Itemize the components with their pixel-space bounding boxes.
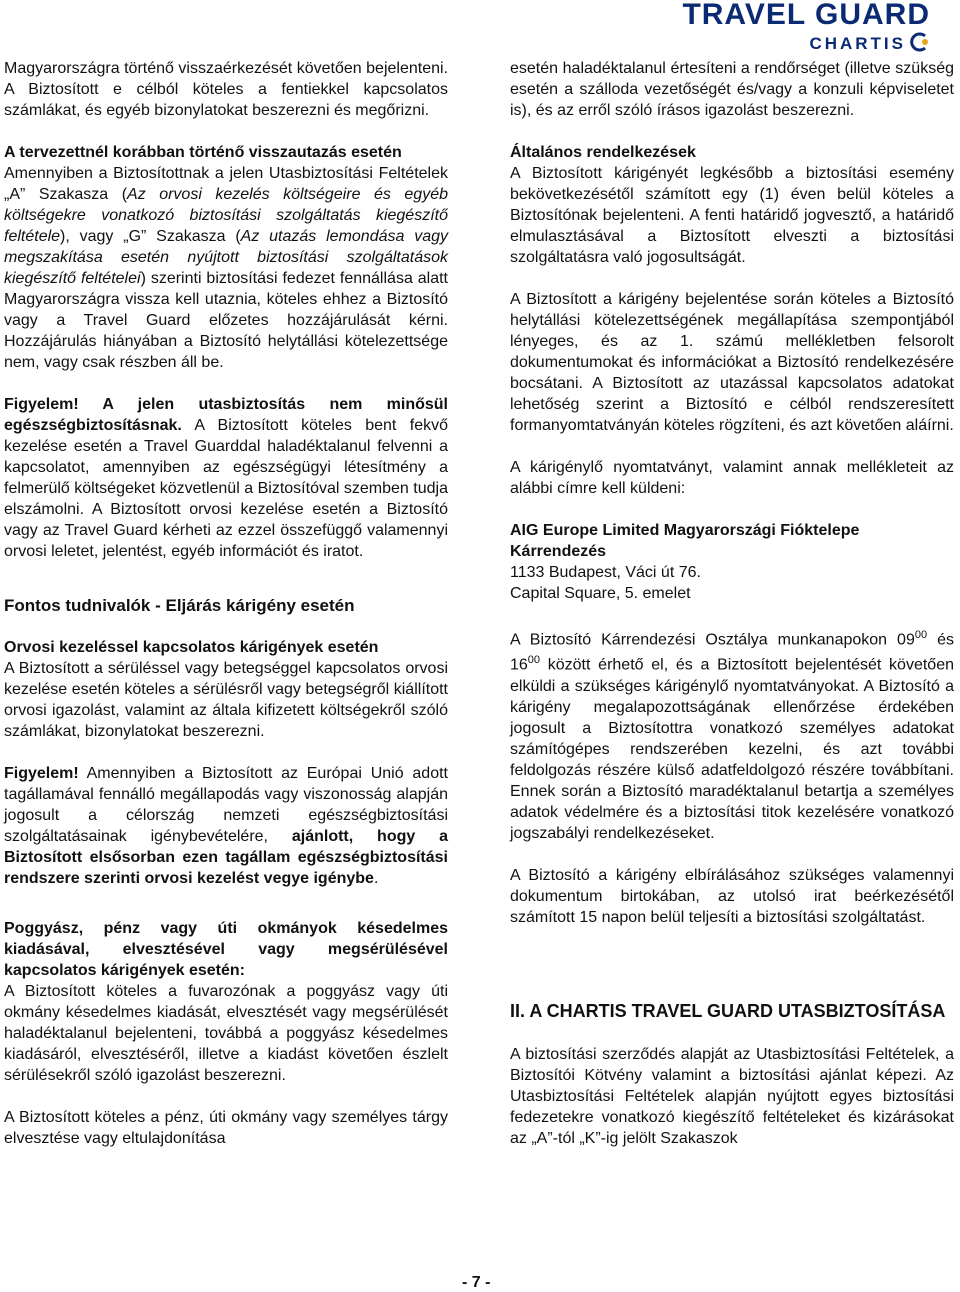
address-line-1: 1133 Budapest, Váci út 76. (510, 564, 701, 581)
medical-claims-paragraph: A Biztosított a sérüléssel vagy betegséggel kapcsolatos orvosi kezelése esetén köteles a sérülésről vagy betegségről kiállított orvosi igazolást, valamint az általa kifizetett költségekről szóló számlákat, bizonylatokat beszerezni. (4, 660, 448, 740)
claims-main-heading: Fontos tudnivalók - Eljárás kárigény esetén (4, 596, 355, 615)
text-span: A Biztosított köteles bent fekvő kezelése esetén a Travel Guarddal haladéktalanul felvenni a kapcsolatot, amennyiben az egészségügyi létesítmény a felmerülő költségeket közvetlenül a Biztosítóval szemben tudja elszámolni. A Biztosított orvosi kezelése esetén a Biztosító vagy az Travel Guard kérheti az ezzel összefüggő valamennyi orvosi leletet, jelentést, egyéb információt és iratot. (4, 417, 448, 560)
office-hours-paragraph (510, 625, 954, 844)
text-span: Amennyiben a Biztosítottnak a jelen Utasbiztosítási Feltételek „A” Szakasza ( (4, 165, 448, 203)
text-span: és 16 (510, 631, 955, 674)
recommendation-bold: ajánlott, hogy a Biztosított elsősorban ezen tagállam egészségbiztosítási rendszere szerinti orvosi kezelést vegye igénybe (4, 828, 449, 887)
luggage-claims-paragraph: A Biztosított köteles a fuvarozónak a poggyász vagy úti okmány késedelmes kiadását, elvesztését vagy megsérülését haladéktalanul bejelenteni, továbbá a poggyász késedelmes kiadásáról, elvesztéséről, illetve a kiadást követően észlelt sérülésekről szóló igazolást beszerezni. (4, 983, 448, 1084)
text-span: ), vagy „G” Szakasza ( (60, 228, 241, 245)
early-return-heading: A tervezettnél korábban történő visszautazás esetén (4, 144, 402, 161)
warning-paragraph (4, 394, 448, 562)
early-return-paragraph (4, 163, 448, 373)
logo-sub (670, 32, 930, 54)
address-name: AIG Europe Limited Magyarországi Fióktelepe Kárrendezés (510, 522, 860, 560)
warning-bold: Figyelem! (4, 765, 79, 782)
send-address-intro: A kárigénylő nyomtatványt, valamint annak mellékleteit az alábbi címre kell küldeni: (510, 459, 954, 497)
left-column (4, 58, 448, 1149)
text-span: Amennyiben a Biztosított az Európai Unió adott tagállamával fennálló megállapodás vagy viszonosság alapján jogosult a célország nemzeti egészségbiztosítási szolgáltatásainak igénybevételére, (4, 765, 448, 845)
money-loss-paragraph: A Biztosított köteles a pénz, úti okmány vagy személyes tárgy elvesztése vagy eltulajdonítása (4, 1109, 448, 1147)
luggage-claims-heading: Poggyász, pénz vagy úti okmányok késedelmes kiadásával, elvesztésével vagy megsérülésével kapcsolatos kárigények esetén: (4, 920, 448, 979)
travel-guard-logo (670, 0, 930, 54)
text-span: között érhető el, és a Biztosított bejelentését követően elküldi a szükséges kárigénylő nyomtatványokat. A Biztosító a kárigény megalapozottságának ellenőrzése érdekében jogosult a Biztosítottra vonatkozó személyes adatokat számítógépes rendszerében kezelni, és azt további feldolgozás részére külső adatfeldolgozó részére továbbítani. Ennek során a Biztosító maradéktalanul betartja a személyes adatok védelmére és a biztosítási titok kezelésére vonatkozó jogszabályi rendelkezéseket. (510, 656, 954, 842)
deadline-paragraph: A Biztosított kárigényét legkésőbb a biztosítási esemény bekövetkezésétől számított egy (1) éven belül köteles a Biztosítónak bejelenteni. A fenti határidő jogvesztő, a határidő elmulasztásával a Biztosított elveszti a biztosítási szolgáltatásra való jogosultságát. (510, 165, 954, 266)
warning-bold: Figyelem! A jelen utasbiztosítás nem minősül egészségbiztosításnak. (4, 396, 448, 434)
contract-basis-paragraph: A biztosítási szerződés alapját az Utasbiztosítási Feltételek, a Biztosítói Kötvény valamint a biztosítási ajánlat képezi. Az Utasbiztosítási Feltételek alapján nyújtott egyes biztosítási fedezetekre vonatkozó kiegészítő feltételeket és kizárásokat az „A”-tól „K”-ig jelölt Szakaszok (510, 1045, 954, 1147)
logo-sub-text: CHARTIS (809, 34, 906, 53)
chartis-swirl-icon (908, 32, 930, 52)
text-span: ) szerinti biztosítási fedezet fennállása alatt Magyarországra vissza kell utaznia, köteles ehhez a Biztosító vagy a Travel Guard előzetes hozzájárulását kérni. Hozzájárulás hiányában a Biztosító helytállási kötelezettsége nem, vagy csak részben áll be. (4, 270, 449, 371)
superscript: 00 (527, 654, 541, 667)
address-line-2: Capital Square, 5. emelet (510, 585, 691, 602)
general-provisions-heading: Általános rendelkezések (510, 144, 696, 161)
police-notification-paragraph: esetén haladéktalanul értesíteni a rendőrséget (illetve szükség esetén a szálloda vezetőségét és/vagy a konzuli képviseletet is), és az erről szóló írásos igazolást beszerezni. (510, 60, 954, 119)
superscript: 00 (914, 629, 928, 641)
italic-span: Az orvosi kezelés költségeire és egyéb költségekre vonatkozó biztosítási szolgáltatás kiegészítő feltétele (4, 186, 448, 245)
page-number: - 7 - (462, 1274, 491, 1291)
medical-claims-heading: Orvosi kezeléssel kapcsolatos kárigények esetén (4, 639, 379, 656)
settlement-paragraph: A Biztosító a kárigény elbírálásához szükséges valamennyi dokumentum birtokában, az utolsó irat beérkezésétől számított 15 napon belül teljesíti a biztosítási szolgáltatást. (510, 866, 954, 926)
logo-brand: TRAVEL GUARD (682, 0, 930, 31)
right-column (510, 58, 954, 1149)
eu-warning-paragraph (4, 763, 448, 889)
italic-span: Az utazás lemondása vagy megszakítása esetén nyújtott biztosítási szolgáltatások kiegészítő feltételei (4, 228, 448, 287)
section-ii-title: II. A CHARTIS TRAVEL GUARD UTASBIZTOSÍTÁSA (510, 1000, 946, 1021)
text-span: A Biztosító Kárrendezési Osztálya munkanapokon 09 (510, 631, 915, 649)
text-span: . (373, 870, 379, 887)
documents-paragraph: A Biztosított a kárigény bejelentése során köteles a Biztosító helytállási kötelezettségének megállapítása szempontjából lényeges, és az 1. számú mellékletben felsorolt dokumentumokat és információkat a Biztosító rendelkezésére bocsátani. A Biztosított az utazással kapcsolatos adatokat lehetőség szerint a Biztosító e célból rendszeresített formanyomtatványán köteles rögzíteni, és azt követően aláírni. (510, 291, 954, 434)
intro-paragraph: Magyarországra történő visszaérkezését követően bejelenteni. A Biztosított e célból köteles a fentiekkel kapcsolatos számlákat, és egyéb bizonylatokat beszerezni és megőrizni. (4, 60, 448, 119)
